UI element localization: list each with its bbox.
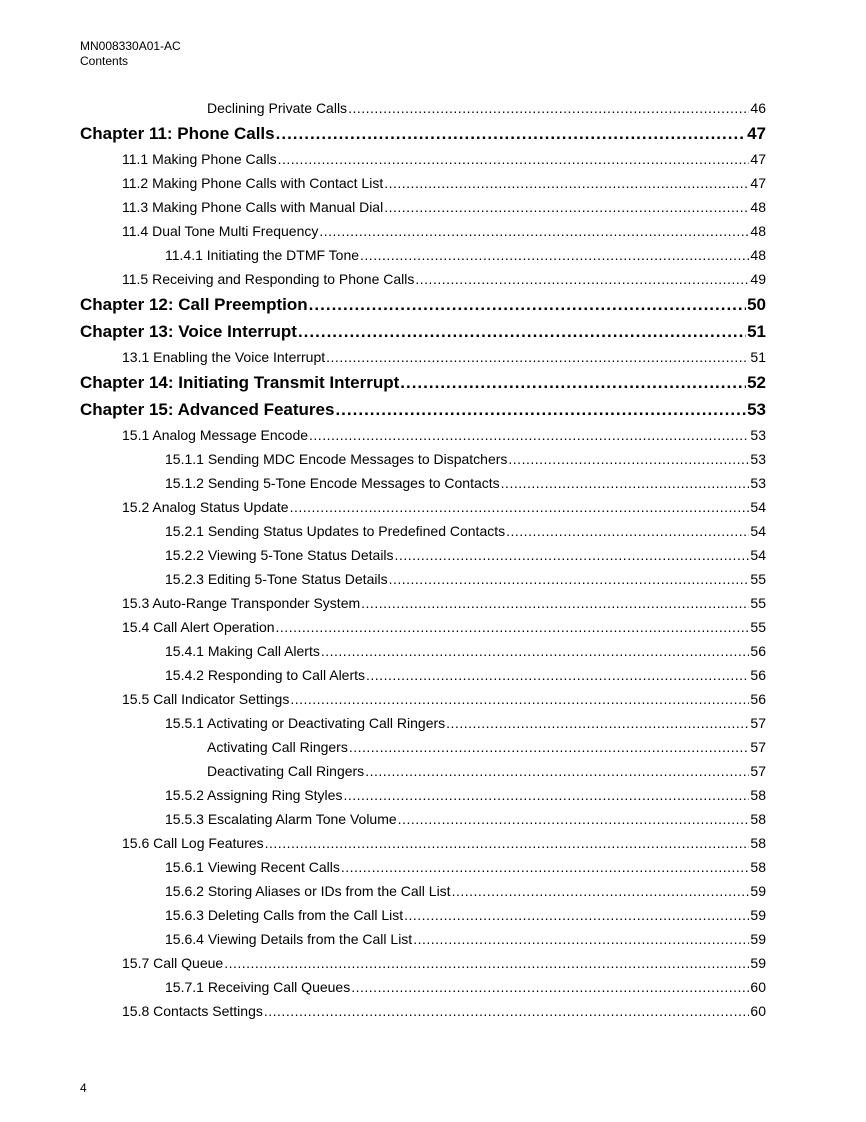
toc-entry-title: Chapter 15: Advanced Features <box>80 400 335 419</box>
dot-leader <box>366 665 749 685</box>
dot-leader <box>389 569 750 589</box>
dot-leader <box>413 929 749 949</box>
toc-entry-title: 15.1.2 Sending 5-Tone Encode Messages to Contacts <box>165 475 500 491</box>
toc-entry-title: 11.5 Receiving and Responding to Phone Calls <box>122 271 415 287</box>
toc-entry-title: Chapter 13: Voice Interrupt <box>80 322 297 341</box>
toc-entry-title: 15.5.2 Assigning Ring Styles <box>165 787 343 803</box>
toc-entry-title: 15.4.2 Responding to Call Alerts <box>165 667 366 683</box>
toc-entry[interactable] <box>80 347 766 371</box>
dot-leader <box>343 785 749 805</box>
toc-entry-page: 54 <box>750 499 766 515</box>
toc-entry-title: 15.2 Analog Status Update <box>122 499 289 515</box>
toc-chapter-entry[interactable] <box>80 320 766 347</box>
dot-leader <box>348 98 749 118</box>
toc-entry-page: 55 <box>750 619 766 635</box>
dot-leader <box>501 473 750 493</box>
table-of-contents <box>80 98 766 1025</box>
toc-entry[interactable] <box>80 521 766 545</box>
toc-entry-title: 15.6.4 Viewing Details from the Call List <box>165 931 413 947</box>
toc-entry-page: 51 <box>750 349 766 365</box>
dot-leader <box>446 713 749 733</box>
toc-entry-title: Activating Call Ringers <box>207 739 348 755</box>
dot-leader <box>404 905 749 925</box>
toc-entry-page: 49 <box>750 271 766 287</box>
toc-entry-title: 15.6.3 Deleting Calls from the Call List <box>165 907 404 923</box>
dot-leader <box>278 149 750 169</box>
dot-leader <box>319 221 749 241</box>
dot-leader <box>361 593 749 613</box>
toc-entry[interactable] <box>80 953 766 977</box>
toc-entry-page: 58 <box>750 811 766 827</box>
toc-entry-title: 15.6.2 Storing Aliases or IDs from the Call List <box>165 883 451 899</box>
toc-entry-page: 58 <box>750 835 766 851</box>
dot-leader <box>506 521 749 541</box>
toc-entry[interactable] <box>80 1001 766 1025</box>
toc-entry-title: 15.7 Call Queue <box>122 955 224 971</box>
dot-leader <box>265 833 750 853</box>
toc-chapter-entry[interactable] <box>80 398 766 425</box>
dot-leader <box>508 449 749 469</box>
toc-entry[interactable] <box>80 833 766 857</box>
toc-entry[interactable] <box>80 473 766 497</box>
toc-entry[interactable] <box>80 665 766 689</box>
dot-leader <box>309 425 749 445</box>
toc-entry-title: 15.4 Call Alert Operation <box>122 619 275 635</box>
toc-entry-page: 59 <box>750 931 766 947</box>
toc-entry[interactable] <box>80 497 766 521</box>
toc-entry-title: 15.5.1 Activating or Deactivating Call Ringers <box>165 715 446 731</box>
toc-entry-title: Chapter 14: Initiating Transmit Interrupt <box>80 373 400 392</box>
toc-entry-page: 52 <box>747 373 766 392</box>
toc-entry[interactable] <box>80 785 766 809</box>
toc-entry[interactable] <box>80 713 766 737</box>
toc-entry-title: 11.2 Making Phone Calls with Contact List <box>122 175 384 191</box>
dot-leader <box>395 545 750 565</box>
toc-entry-title: 11.4 Dual Tone Multi Frequency <box>122 223 319 239</box>
toc-entry[interactable] <box>80 857 766 881</box>
dot-leader <box>276 122 746 146</box>
toc-entry-page: 55 <box>750 595 766 611</box>
toc-entry[interactable] <box>80 593 766 617</box>
toc-entry-page: 56 <box>750 643 766 659</box>
toc-entry[interactable] <box>80 545 766 569</box>
toc-entry-title: 15.5 Call Indicator Settings <box>122 691 290 707</box>
dot-leader <box>321 641 750 661</box>
toc-entry-page: 47 <box>747 124 766 143</box>
toc-entry[interactable] <box>80 641 766 665</box>
toc-entry-title: 13.1 Enabling the Voice Interrupt <box>122 349 326 365</box>
toc-entry-title: Chapter 11: Phone Calls <box>80 124 275 143</box>
toc-entry[interactable] <box>80 269 766 293</box>
toc-entry-page: 57 <box>750 763 766 779</box>
dot-leader <box>326 347 749 367</box>
toc-entry-title: Declining Private Calls <box>207 100 348 116</box>
toc-entry[interactable] <box>80 449 766 473</box>
document-id: MN008330A01-AC <box>80 39 181 53</box>
toc-entry[interactable] <box>80 761 766 785</box>
dot-leader <box>351 977 749 997</box>
dot-leader <box>398 809 750 829</box>
dot-leader <box>290 689 749 709</box>
toc-entry-title: 15.3 Auto-Range Transponder System <box>122 595 361 611</box>
toc-entry-title: 11.1 Making Phone Calls <box>122 151 277 167</box>
dot-leader <box>335 398 746 422</box>
dot-leader <box>290 497 750 517</box>
toc-chapter-entry[interactable] <box>80 371 766 398</box>
toc-chapter-entry[interactable] <box>80 122 766 149</box>
dot-leader <box>298 320 746 344</box>
toc-entry-page: 60 <box>750 979 766 995</box>
toc-entry[interactable] <box>80 881 766 905</box>
toc-entry[interactable] <box>80 617 766 641</box>
dot-leader <box>224 953 749 973</box>
toc-entry[interactable] <box>80 149 766 173</box>
toc-entry-title: 15.1 Analog Message Encode <box>122 427 309 443</box>
toc-entry-page: 46 <box>750 100 766 116</box>
toc-entry-page: 56 <box>750 667 766 683</box>
toc-entry[interactable] <box>80 221 766 245</box>
toc-entry-page: 50 <box>747 295 766 314</box>
toc-entry[interactable] <box>80 197 766 221</box>
toc-entry-page: 57 <box>750 715 766 731</box>
toc-entry[interactable] <box>80 977 766 1001</box>
section-title: Contents <box>80 54 129 68</box>
toc-entry-page: 51 <box>747 322 766 341</box>
toc-entry-title: 15.2.3 Editing 5-Tone Status Details <box>165 571 388 587</box>
toc-entry-page: 53 <box>750 427 766 443</box>
toc-entry-title: 15.8 Contacts Settings <box>122 1003 263 1019</box>
toc-entry-page: 59 <box>750 883 766 899</box>
toc-entry-page: 53 <box>750 451 766 467</box>
toc-entry-page: 56 <box>750 691 766 707</box>
page-header <box>80 39 181 69</box>
toc-entry-title: 15.2.1 Sending Status Updates to Predefined Contacts <box>165 523 506 539</box>
toc-entry-page: 60 <box>750 1003 766 1019</box>
dot-leader <box>309 293 746 317</box>
toc-entry-title: Deactivating Call Ringers <box>207 763 365 779</box>
dot-leader <box>264 1001 750 1021</box>
toc-entry-title: 15.2.2 Viewing 5-Tone Status Details <box>165 547 394 563</box>
toc-entry-page: 48 <box>750 223 766 239</box>
toc-entry-title: 11.4.1 Initiating the DTMF Tone <box>165 247 360 263</box>
toc-entry-title: 15.6.1 Viewing Recent Calls <box>165 859 340 875</box>
toc-entry-page: 54 <box>750 547 766 563</box>
toc-entry-page: 58 <box>750 859 766 875</box>
dot-leader <box>452 881 750 901</box>
toc-entry-page: 48 <box>750 199 766 215</box>
dot-leader <box>360 245 749 265</box>
toc-entry[interactable] <box>80 173 766 197</box>
toc-entry-page: 58 <box>750 787 766 803</box>
toc-entry-title: 15.7.1 Receiving Call Queues <box>165 979 351 995</box>
toc-entry-title: Chapter 12: Call Preemption <box>80 295 308 314</box>
toc-entry-title: 15.4.1 Making Call Alerts <box>165 643 320 659</box>
toc-entry-page: 47 <box>750 151 766 167</box>
toc-entry[interactable] <box>80 425 766 449</box>
page-number: 4 <box>80 1081 87 1095</box>
toc-entry-title: 15.1.1 Sending MDC Encode Messages to Dispatchers <box>165 451 508 467</box>
dot-leader <box>400 371 746 395</box>
toc-entry-page: 59 <box>750 955 766 971</box>
toc-chapter-entry[interactable] <box>80 293 766 320</box>
toc-entry[interactable] <box>80 905 766 929</box>
toc-entry-title: 15.6 Call Log Features <box>122 835 264 851</box>
toc-entry-page: 53 <box>750 475 766 491</box>
dot-leader <box>341 857 750 877</box>
toc-entry-page: 53 <box>747 400 766 419</box>
toc-entry-page: 59 <box>750 907 766 923</box>
toc-entry-page: 54 <box>750 523 766 539</box>
toc-entry-title: 11.3 Making Phone Calls with Manual Dial <box>122 199 384 215</box>
dot-leader <box>384 173 749 193</box>
dot-leader <box>349 737 750 757</box>
toc-entry[interactable] <box>80 98 766 122</box>
dot-leader <box>276 617 750 637</box>
dot-leader <box>384 197 749 217</box>
toc-entry-page: 48 <box>750 247 766 263</box>
toc-entry[interactable] <box>80 737 766 761</box>
dot-leader <box>365 761 749 781</box>
toc-entry-page: 57 <box>750 739 766 755</box>
toc-entry[interactable] <box>80 689 766 713</box>
toc-entry-page: 47 <box>750 175 766 191</box>
toc-entry[interactable] <box>80 245 766 269</box>
toc-entry[interactable] <box>80 929 766 953</box>
toc-entry[interactable] <box>80 569 766 593</box>
toc-entry-title: 15.5.3 Escalating Alarm Tone Volume <box>165 811 397 827</box>
toc-entry[interactable] <box>80 809 766 833</box>
dot-leader <box>415 269 749 289</box>
toc-entry-page: 55 <box>750 571 766 587</box>
